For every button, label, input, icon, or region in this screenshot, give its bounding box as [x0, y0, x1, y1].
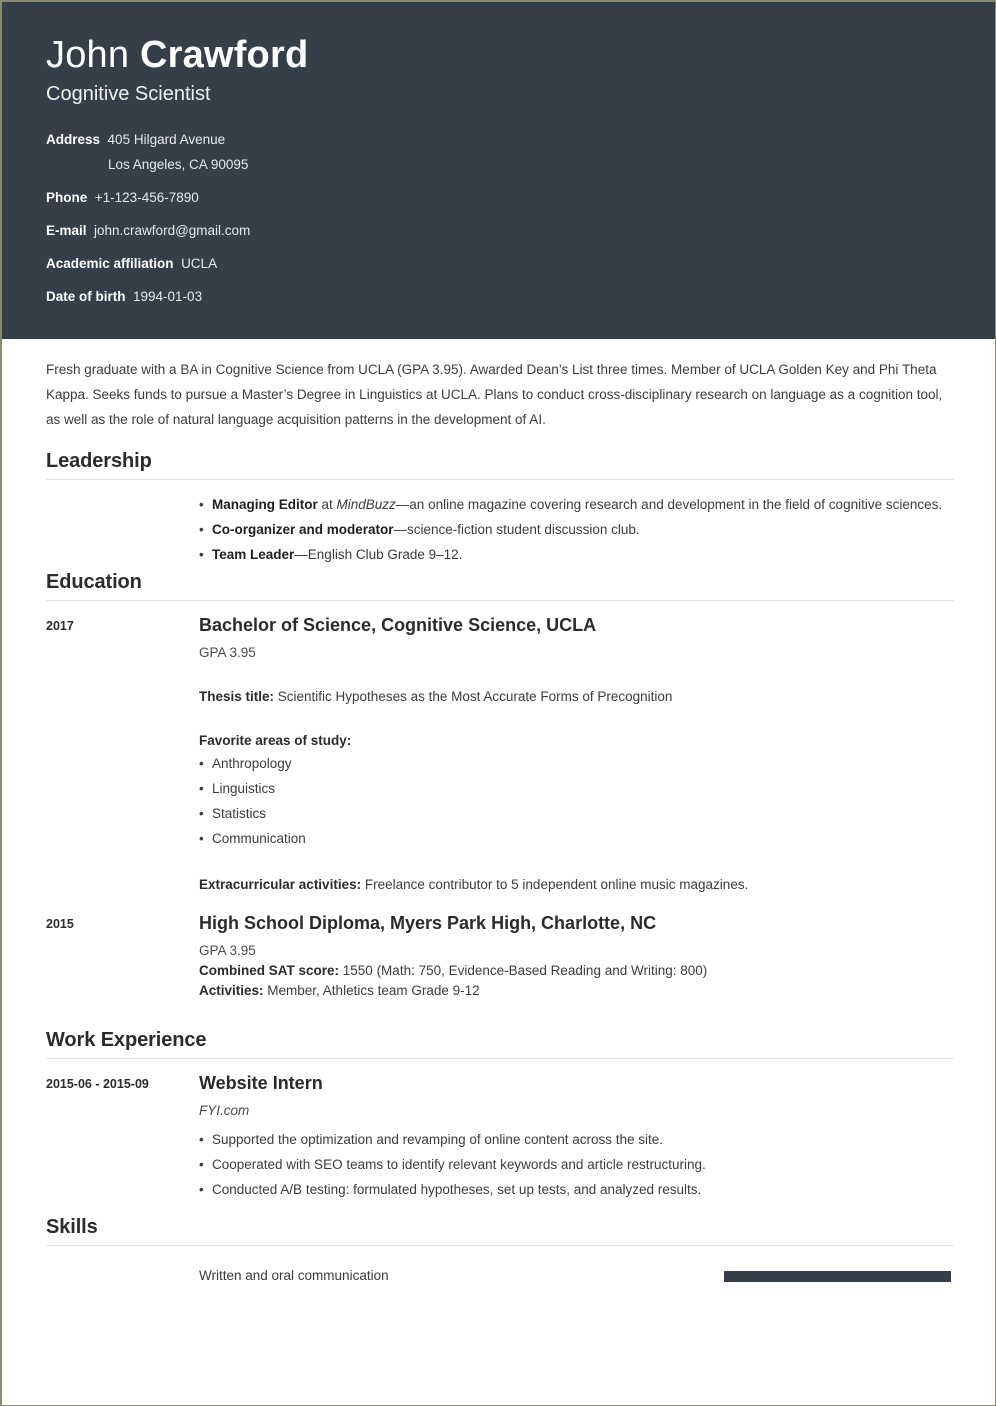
- leadership-body: [46, 492, 951, 567]
- contact-label-address: Address: [46, 132, 101, 147]
- section-skills: [46, 1216, 951, 1286]
- leadership-role-2: Team Leader: [212, 547, 295, 562]
- skill-row-0: [46, 1258, 951, 1286]
- education-entry-highschool: [46, 911, 951, 1001]
- first-name: John: [46, 34, 130, 76]
- contact-value-dob: 1994-01-03: [133, 289, 203, 304]
- spacer: [199, 707, 951, 731]
- education-body-1: [199, 911, 951, 1001]
- list-item: • Anthropology: [199, 751, 951, 776]
- section-work-experience: [46, 1029, 951, 1202]
- list-item: • Conducted A/B testing: formulated hypotheses, set up tests, and analyzed results.: [199, 1177, 951, 1202]
- contact-row-address: [46, 130, 951, 175]
- contact-label-email: E-mail: [46, 223, 87, 238]
- education-activities-1: [199, 981, 951, 1001]
- education-sat-1: [199, 961, 951, 981]
- education-extracurricular-value-0: Freelance contributor to 5 independent online music magazines.: [361, 877, 749, 892]
- resume-content: [2, 339, 995, 1286]
- education-areas-label-0: [199, 731, 951, 751]
- section-divider-work-experience: [46, 1058, 954, 1059]
- skill-bar-fill-0: [724, 1271, 951, 1282]
- contact-value-phone: +1-123-456-7890: [94, 190, 199, 205]
- section-title-work-experience: Work Experience: [46, 1029, 207, 1051]
- contact-value-address-line2: Los Angeles, CA 90095: [108, 157, 249, 172]
- education-activities-value-1: Member, Athletics team Grade 9-12: [263, 983, 480, 998]
- education-entry-bachelor: [46, 613, 951, 895]
- work-organization-0: FYI.com: [199, 1103, 250, 1118]
- education-body-0: [199, 613, 951, 895]
- education-extracurricular-label-0: Extracurricular activities:: [199, 877, 362, 892]
- contact-label-phone: Phone: [46, 190, 88, 205]
- work-body-0: [199, 1071, 951, 1202]
- last-name: Crawford: [139, 34, 309, 76]
- education-sat-value-1: 1550 (Math: 750, Evidence-Based Reading and Writing: 800): [339, 963, 708, 978]
- spacer: [46, 1206, 951, 1216]
- contact-value-address: 405 Hilgard Avenue: [107, 132, 226, 147]
- leadership-desc-1: —science-fiction student discussion club.: [393, 522, 640, 537]
- education-activities-label-1: Activities:: [199, 983, 264, 998]
- leadership-list: [199, 492, 951, 567]
- list-item: [199, 517, 951, 542]
- leadership-mid-0: at: [317, 497, 337, 512]
- list-item: • Communication: [199, 826, 951, 851]
- education-thesis-label-0: Thesis title:: [199, 689, 275, 704]
- contact-row-phone: [46, 188, 951, 208]
- spacer: [199, 851, 951, 875]
- list-item: • Statistics: [199, 801, 951, 826]
- education-date-1: 2015: [46, 917, 74, 931]
- list-item: [199, 492, 951, 517]
- section-divider-skills: [46, 1245, 954, 1246]
- leadership-role-0: Managing Editor: [212, 497, 318, 512]
- job-title: Cognitive Scientist: [46, 83, 211, 105]
- section-title-skills: Skills: [46, 1216, 98, 1238]
- work-bullets-0: [199, 1127, 951, 1202]
- leadership-desc-2: —English Club Grade 9–12.: [294, 547, 463, 562]
- list-item: • Linguistics: [199, 776, 951, 801]
- section-title-leadership: Leadership: [46, 450, 152, 472]
- section-divider-education: [46, 600, 954, 601]
- section-title-education: Education: [46, 571, 142, 593]
- work-entry-0: [46, 1071, 951, 1202]
- skill-name-0: Written and oral communication: [199, 1268, 389, 1283]
- education-gpa-1: GPA 3.95: [199, 943, 256, 958]
- education-areas-label-text-0: Favorite areas of study:: [199, 733, 352, 748]
- leadership-org-0: MindBuzz: [336, 497, 396, 512]
- work-date-0: 2015-06 - 2015-09: [46, 1077, 149, 1091]
- section-leadership: [46, 450, 951, 567]
- contact-row-dob: [46, 287, 951, 307]
- education-sat-label-1: Combined SAT score:: [199, 963, 340, 978]
- professional-summary: Fresh graduate with a BA in Cognitive Science from UCLA (GPA 3.95). Awarded Dean’s List three times. Member of UCLA Golden Key and Phi Theta Kappa. Seeks funds to pursue a Master’s Degree in Linguistics at UCLA. Plans to conduct cross-disciplinary research on language as a cognition tool, as well as the role of natural language acquisition patterns in the development of AI.: [46, 362, 943, 427]
- education-thesis-0: [199, 687, 951, 707]
- education-date-0: 2017: [46, 619, 74, 633]
- section-divider-leadership: [46, 479, 954, 480]
- skill-bar-track-0: [724, 1271, 951, 1282]
- list-item: • Cooperated with SEO teams to identify relevant keywords and article restructuring.: [199, 1152, 951, 1177]
- contact-value-affiliation: UCLA: [181, 256, 218, 271]
- contact-label-affiliation: Academic affiliation: [46, 256, 174, 271]
- candidate-name: [46, 32, 951, 78]
- section-education: [46, 571, 951, 1001]
- education-heading-0: Bachelor of Science, Cognitive Science, UCLA: [199, 615, 597, 635]
- contact-row-email: [46, 221, 951, 241]
- leadership-desc-0: —an online magazine covering research and development in the field of cognitive sciences.: [395, 497, 943, 512]
- contact-value-email: john.crawford@gmail.com: [94, 223, 251, 238]
- spacer: [46, 895, 951, 911]
- work-heading-0: Website Intern: [199, 1073, 323, 1093]
- contact-row-affiliation: [46, 254, 951, 274]
- education-areas-list-0: [199, 751, 951, 851]
- list-item: [199, 542, 951, 567]
- resume-header: [2, 2, 995, 339]
- leadership-role-1: Co-organizer and moderator: [212, 522, 394, 537]
- education-extracurricular-0: [199, 875, 951, 895]
- education-heading-1: High School Diploma, Myers Park High, Charlotte, NC: [199, 913, 657, 933]
- education-thesis-value-0: Scientific Hypotheses as the Most Accurate Forms of Precognition: [274, 689, 673, 704]
- education-gpa-0: GPA 3.95: [199, 645, 256, 660]
- contact-label-dob: Date of birth: [46, 289, 126, 304]
- spacer: [46, 1005, 951, 1029]
- list-item: • Supported the optimization and revamping of online content across the site.: [199, 1127, 951, 1152]
- spacer: [199, 663, 951, 687]
